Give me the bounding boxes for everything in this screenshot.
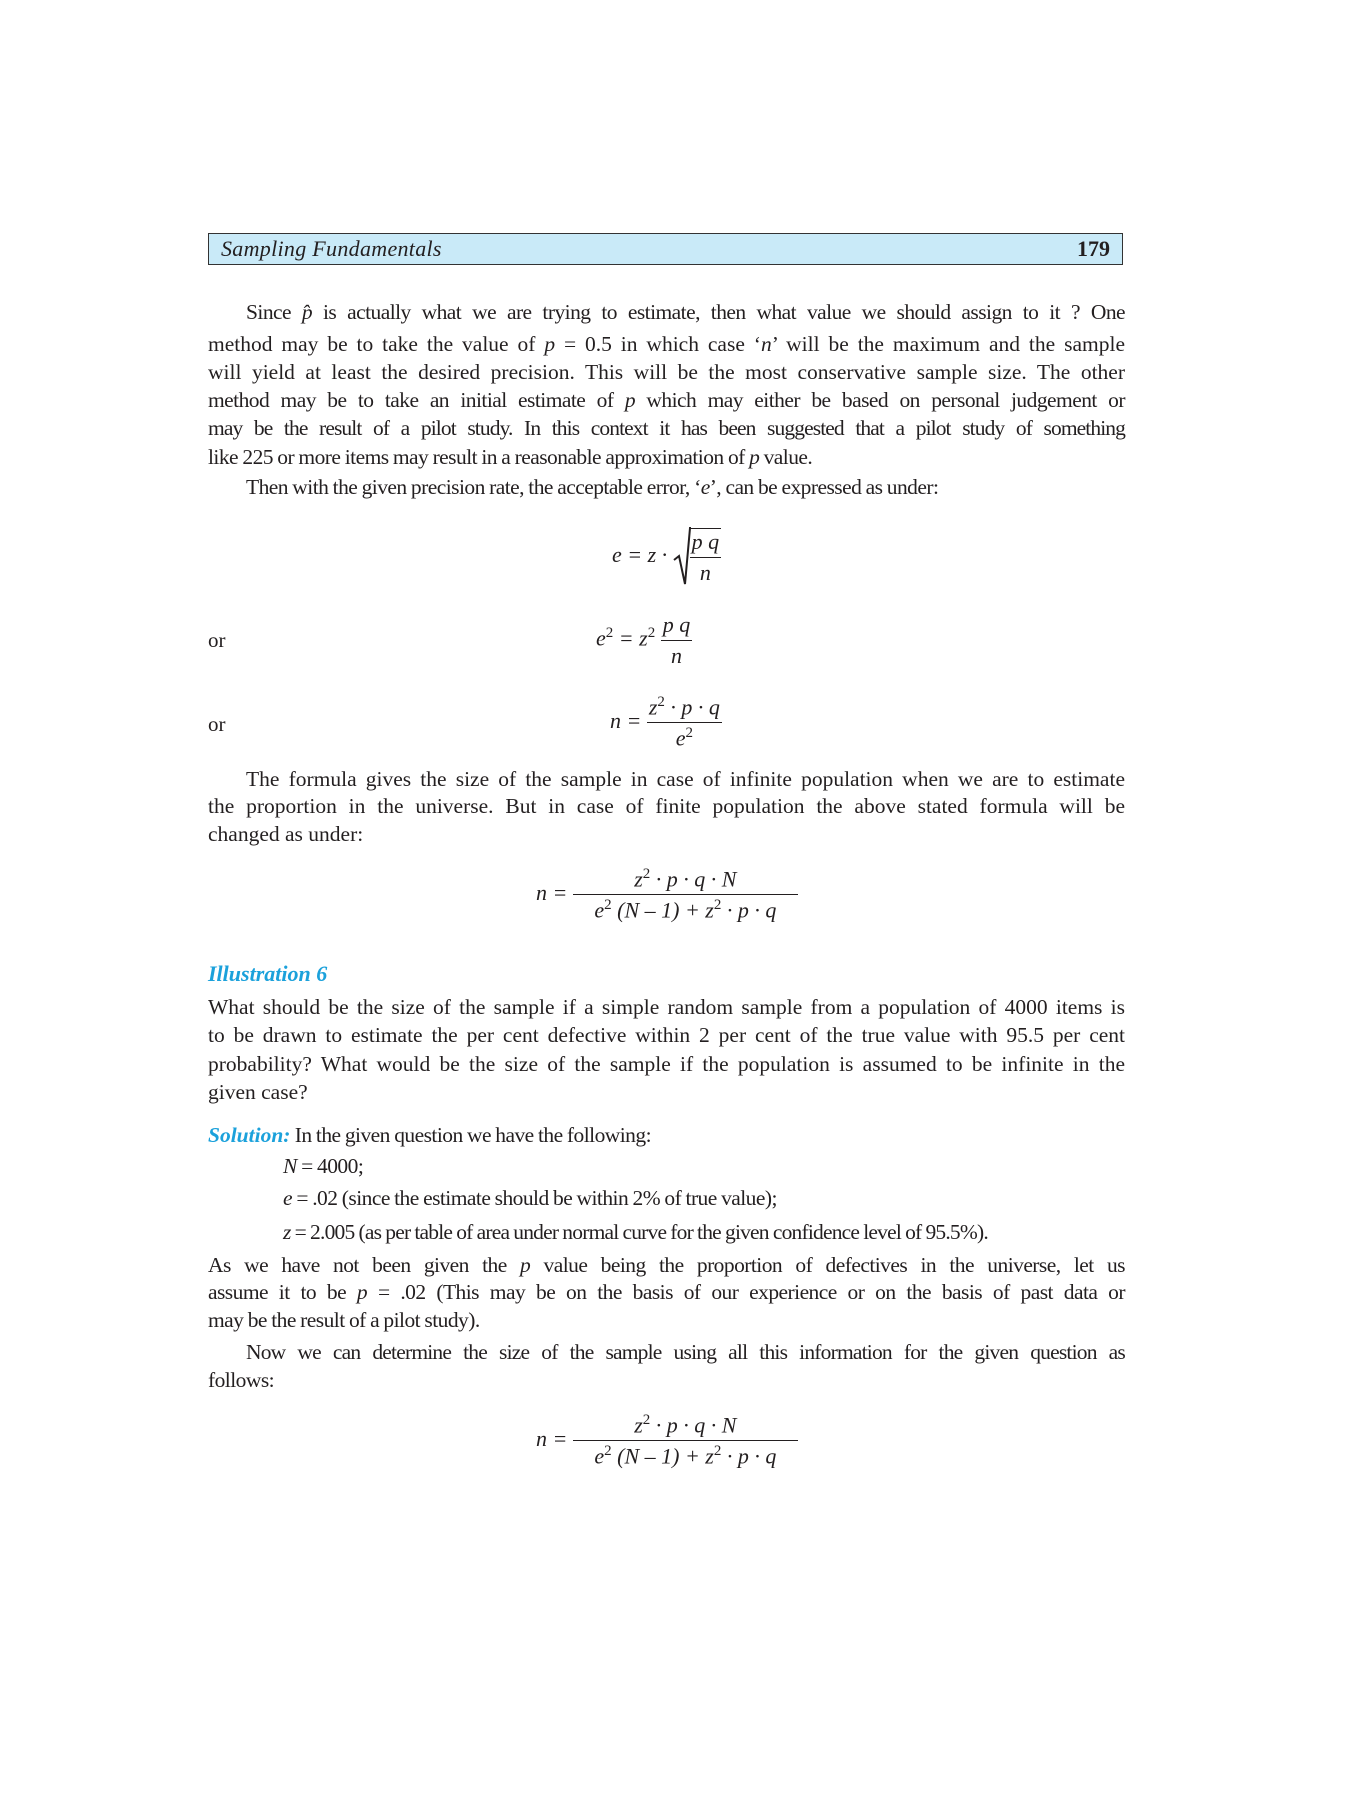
illustration-heading: Illustration 6 <box>208 961 328 986</box>
text-line: What should be the size of the sample if a simple random sample from a population of 4000 items is <box>208 995 1125 1019</box>
text-line: probability? What would be the size of the sample if the population is assumed to be infinite in the <box>208 1052 1125 1076</box>
text-line: The formula gives the size of the sample in case of infinite population when we are to estimate <box>246 767 1125 791</box>
text-line: may be the result of a pilot study. In this context it has been suggested that a pilot study of something <box>208 416 1125 440</box>
text-line: changed as under: <box>208 822 364 846</box>
equation-error: e = z · $\frac{\text{p q}}{n}$ <box>612 526 721 588</box>
equation-error-squared: $e^2 = z^2$ $\frac{\text{p q}}{n}$ <box>596 612 691 668</box>
square-root: $\frac{\text{p q}}{n}$ <box>673 526 722 588</box>
given-N: N = 4000; <box>283 1154 364 1178</box>
or-label: or <box>208 628 226 652</box>
text-line: Now we can determine the size of the sample using all this information for the given question as <box>246 1340 1125 1364</box>
or-label: or <box>208 712 226 736</box>
chapter-title: Sampling Fundamentals <box>221 236 442 261</box>
text-line: Since p̂ is actually what we are trying to estimate, then what value we should assign to it ? One <box>246 300 1126 324</box>
equation-sample-size-finite-applied: n = $\frac{z^2 \cdot p \cdot q \cdot N}{e^2 (N - 1) + z^2 \cdot p \cdot q}$ <box>536 1412 798 1470</box>
text-line: like 225 or more items may result in a reasonable approximation of p value. <box>208 445 813 469</box>
text-line: As we have not been given the p value being the proportion of defectives in the universe, let us <box>208 1253 1125 1277</box>
given-z: z = 2.005 (as per table of area under normal curve for the given confidence level of 95.5%). <box>283 1220 988 1244</box>
given-e: e = .02 (since the estimate should be within 2% of true value); <box>283 1186 777 1210</box>
text-line: assume it to be p = .02 (This may be on the basis of our experience or on the basis of past data or <box>208 1280 1125 1304</box>
text-line: the proportion in the universe. But in case of finite population the above stated formula will be <box>208 794 1125 818</box>
text-line: method may be to take an initial estimate of p which may either be based on personal judgement or <box>208 388 1125 412</box>
equation-sample-size-finite: n = $\frac{z^2 \cdot p \cdot q \cdot N}{e^2 (N - 1) + z^2 \cdot p \cdot q}$ <box>536 866 798 924</box>
text-line: given case? <box>208 1080 308 1104</box>
page-number: 179 <box>1077 236 1110 261</box>
solution-intro: Solution: In the given question we have the following: <box>208 1123 652 1147</box>
solution-label: Solution: <box>208 1123 291 1147</box>
running-header <box>208 233 1123 265</box>
text-line: follows: <box>208 1368 275 1392</box>
text-line: to be drawn to estimate the per cent defective within 2 per cent of the true value with 95.5 per cent <box>208 1023 1125 1047</box>
text-line: will yield at least the desired precision. This will be the most conservative sample size. The other <box>208 360 1125 384</box>
paragraph-2: Then with the given precision rate, the acceptable error, ‘e’, can be expressed as under: <box>246 475 939 499</box>
text-line: method may be to take the value of p = 0.5 in which case ‘n’ will be the maximum and the sample <box>208 332 1125 356</box>
equation-sample-size-infinite: n = $\frac{z^2 \cdot p \cdot q}{e^2}$ <box>610 694 720 751</box>
text-line: may be the result of a pilot study). <box>208 1308 480 1332</box>
